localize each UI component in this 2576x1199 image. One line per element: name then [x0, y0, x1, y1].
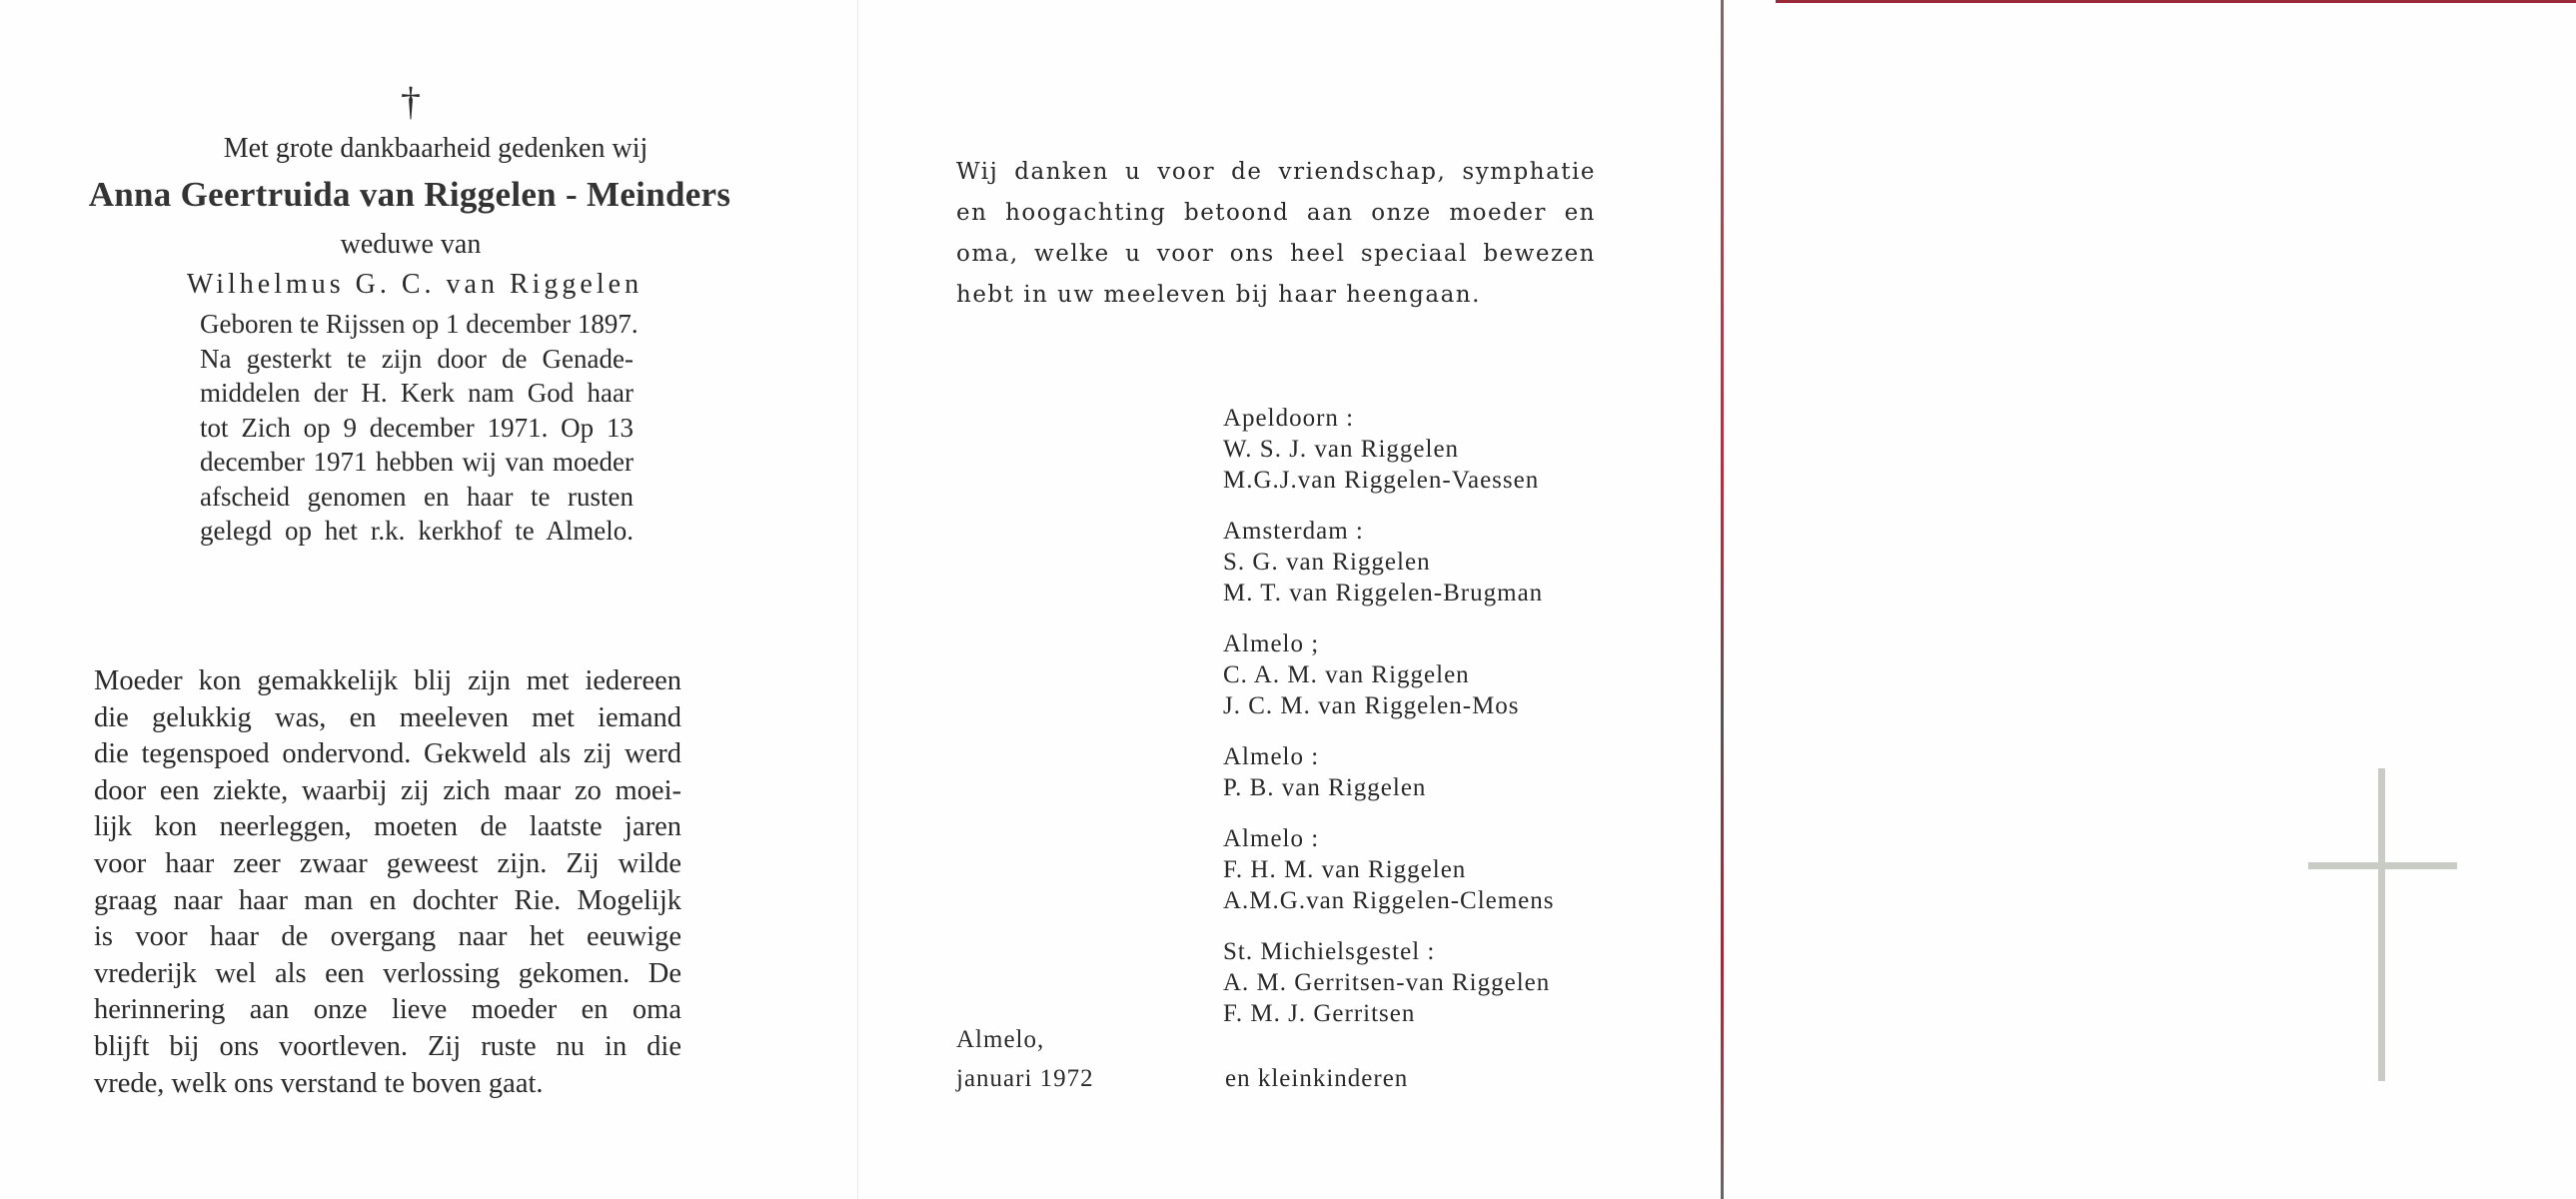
biography-line: tot Zich op 9 december 1971. Op 13 — [200, 412, 634, 443]
memory-line: is voor haar de overgang naar het eeuwige — [94, 921, 681, 953]
memory-line: door een ziekte, waarbij zij zich maar zo moei- — [94, 774, 681, 806]
family-member: P. B. van Riggelen — [1223, 774, 1427, 801]
intro-text: Met grote dankbaarheid gedenken wij — [223, 133, 648, 164]
memory-line: herinnering aan onze lieve moeder en oma — [94, 994, 681, 1026]
family-member: S. G. van Riggelen — [1223, 549, 1431, 576]
family-member: J. C. M. van Riggelen-Mos — [1223, 692, 1520, 719]
memory-line: vrederijk wel als een verlossing gekomen. De — [94, 957, 681, 989]
card-top-border — [1776, 0, 2576, 3]
family-place: Almelo : — [1223, 825, 1320, 852]
memory-line: vrede, welk ons verstand te boven gaat. — [94, 1067, 544, 1099]
family-group — [1223, 936, 1643, 1029]
family-place: Almelo : — [1223, 743, 1320, 770]
memory-text — [94, 663, 681, 1102]
family-member: M. T. van Riggelen-Brugman — [1223, 580, 1544, 606]
fold-line — [857, 0, 858, 1199]
thanks-line: hebt in uw meeleven bij haar heengaan. — [956, 282, 1481, 308]
biography-line: december 1971 hebben wij van moeder — [200, 447, 634, 477]
memory-line: die gelukkig was, en meeleven met iemand — [94, 701, 681, 733]
dagger-icon: † — [401, 79, 421, 124]
biography — [200, 307, 639, 549]
family-group — [1223, 741, 1643, 803]
memory-line: Moeder kon gemakkelijk blij zijn met iedereen — [94, 665, 681, 696]
memory-line: lijk kon neerleggen, moeten de laatste jaren — [94, 811, 681, 843]
family-member: C. A. M. van Riggelen — [1223, 661, 1470, 688]
family-member: F. M. J. Gerritsen — [1223, 1000, 1416, 1027]
memory-line: blijft bij ons voortleven. Zij ruste nu in die — [94, 1030, 681, 1062]
thanks-line: en hoogachting betoond aan onze moeder en — [956, 200, 1596, 226]
biography-line: afscheid genomen en haar te rusten — [200, 481, 634, 512]
husband-name: Wilhelmus G. C. van Riggelen — [186, 269, 644, 300]
biography-line: Geboren te Rijssen op 1 december 1897. — [200, 309, 639, 339]
biography-line: gelegd op het r.k. kerkhof te Almelo. — [200, 516, 634, 546]
biography-line: Na gesterkt te zijn door de Genade- — [200, 343, 634, 374]
family-group — [1223, 516, 1643, 608]
thanks-line: Wij danken u voor de vriendschap, symphatie — [956, 159, 1596, 185]
cross-icon — [2378, 768, 2385, 1081]
widow-of-label: weduwe van — [340, 229, 482, 260]
family-place: Amsterdam : — [1223, 518, 1364, 545]
memory-line: die tegenspoed ondervond. Gekweld als zij werd — [94, 738, 681, 770]
family-place: Almelo ; — [1223, 630, 1320, 657]
family-member: A.M.G.van Riggelen-Clemens — [1223, 887, 1555, 914]
deceased-name: Anna Geertruida van Riggelen - Meinders — [88, 175, 731, 214]
cross-icon-bar — [2308, 862, 2457, 869]
family-list — [1223, 403, 1643, 1049]
family-group — [1223, 628, 1643, 721]
family-member: W. S. J. van Riggelen — [1223, 436, 1460, 463]
family-group — [1223, 403, 1643, 496]
family-member: M.G.J.van Riggelen-Vaessen — [1223, 467, 1540, 494]
date: januari 1972 — [956, 1065, 1094, 1092]
biography-line: middelen der H. Kerk nam God haar — [200, 378, 634, 408]
card-edge-border — [1721, 0, 1724, 1199]
memory-line: graag naar haar man en dochter Rie. Mogelijk — [94, 884, 681, 916]
thanks-line: oma, welke u voor ons heel speciaal bewezen — [956, 241, 1596, 267]
family-group — [1223, 823, 1643, 916]
thanks-text — [956, 152, 1596, 316]
memory-line: voor haar zeer zwaar geweest zijn. Zij wilde — [94, 847, 681, 879]
family-member: F. H. M. van Riggelen — [1223, 856, 1467, 883]
grandchildren: en kleinkinderen — [1225, 1065, 1409, 1092]
family-place: St. Michielsgestel : — [1223, 938, 1436, 965]
place: Almelo, — [956, 1026, 1045, 1053]
family-place: Apeldoorn : — [1223, 405, 1355, 432]
family-member: A. M. Gerritsen-van Riggelen — [1223, 969, 1551, 996]
